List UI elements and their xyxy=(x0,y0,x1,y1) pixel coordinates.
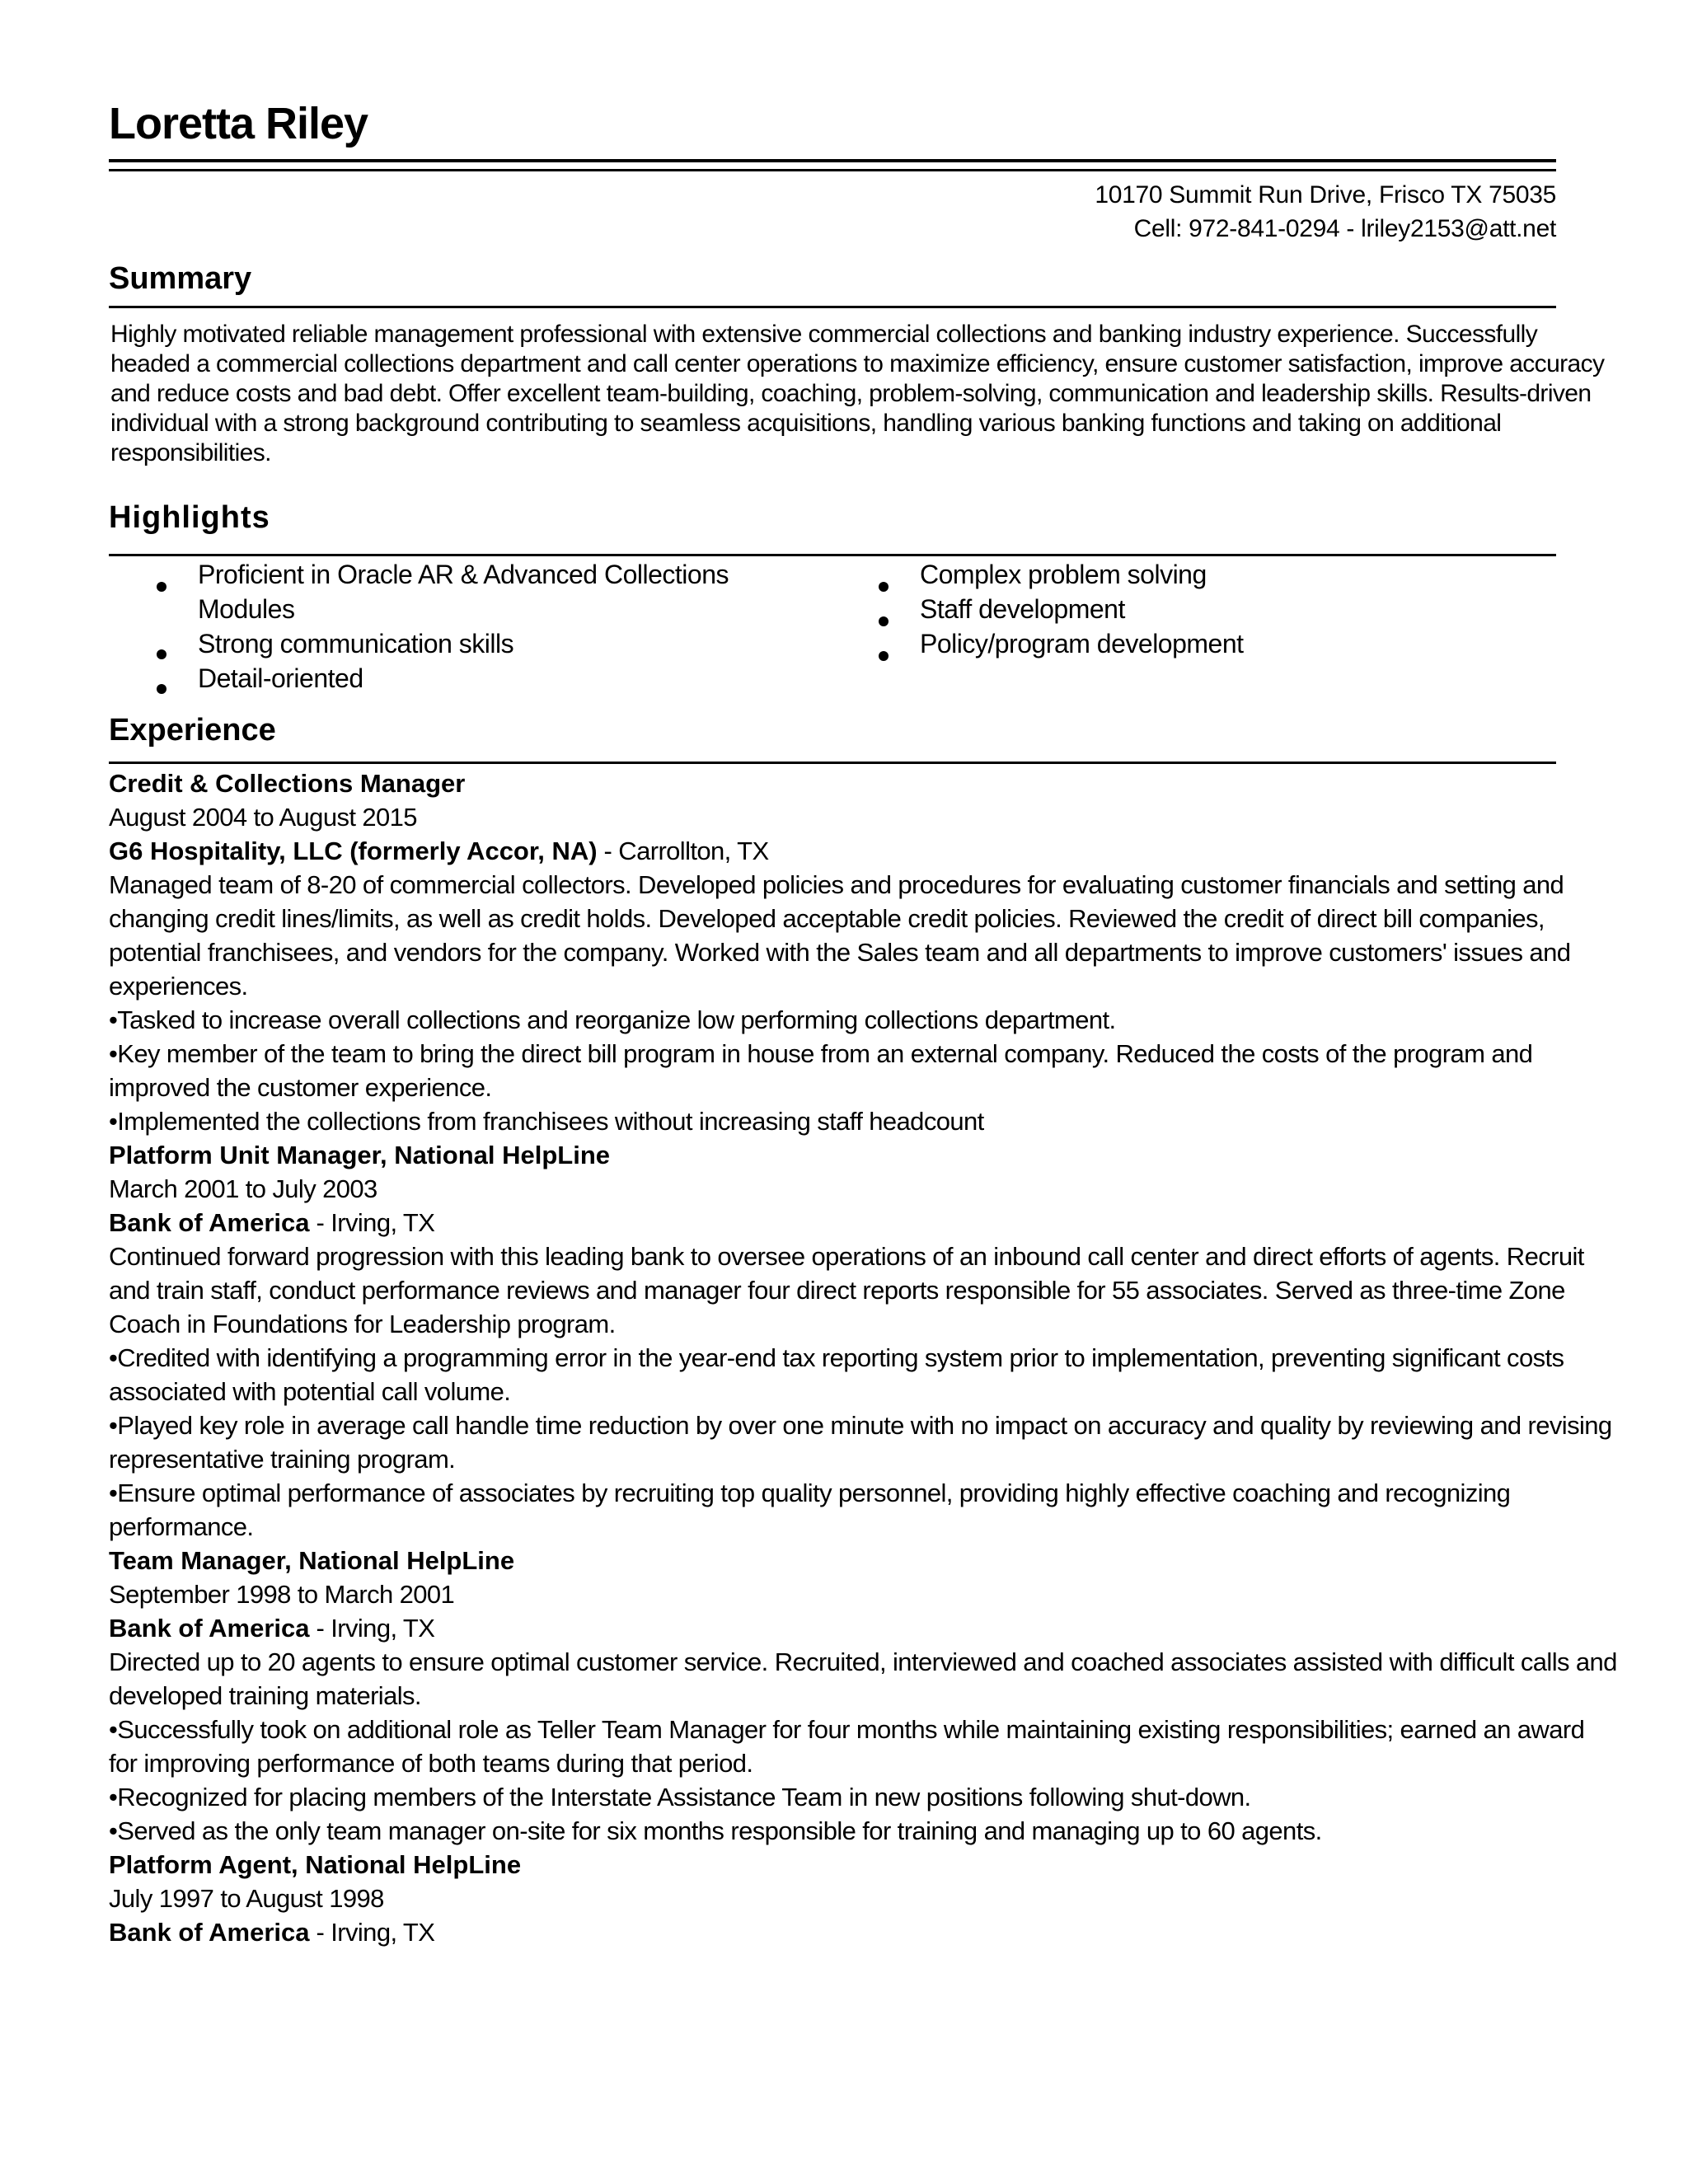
experience-rule xyxy=(109,762,1556,764)
job-dates: September 1998 to March 2001 xyxy=(109,1580,455,1609)
bullet-icon xyxy=(879,616,889,626)
job-title: Credit & Collections Manager xyxy=(109,769,466,798)
job-location: - Carrollton, TX xyxy=(597,837,769,865)
job-bullet: •Ensure optimal performance of associates by recruiting top quality personnel, providing highly effective coaching and recognizing performance. xyxy=(109,1479,1511,1541)
highlight-item: Policy/program development xyxy=(920,629,1244,658)
job-description: Managed team of 8-20 of commercial collectors. Developed policies and procedures for evaluating customer financials and setting and changing credit lines/limits, as well as credit holds. Developed acceptable credit policies. Reviewed the credit of direct bill companies, potential franchisees, and vendors for the company. Worked with the Sales team and all departments to improve customers' issues and experiences. xyxy=(109,870,1571,1001)
job-bullet: •Successfully took on additional role as Teller Team Manager for four months while maintaining existing responsibilities; earned an award for improving performance of both teams during that period. xyxy=(109,1715,1585,1778)
summary-heading: Summary xyxy=(109,261,252,296)
experience-heading: Experience xyxy=(109,713,276,748)
job-entry xyxy=(109,1544,1617,1848)
job-dates: July 1997 to August 1998 xyxy=(109,1884,384,1913)
contact-block xyxy=(1095,178,1556,246)
summary-rule xyxy=(109,306,1556,308)
job-dates: March 2001 to July 2003 xyxy=(109,1174,377,1203)
header-rule-bottom xyxy=(109,169,1556,171)
job-title: Platform Agent, National HelpLine xyxy=(109,1850,522,1879)
highlights-right-list xyxy=(920,557,1546,661)
bullet-icon xyxy=(157,582,166,592)
job-bullet: •Credited with identifying a programming error in the year-end tax reporting system prior to implementation, preventing significant costs associated with potential call volume. xyxy=(109,1343,1564,1406)
company-name: G6 Hospitality, LLC (formerly Accor, NA) xyxy=(109,837,598,865)
job-location: - Irving, TX xyxy=(309,1918,435,1947)
job-location: - Irving, TX xyxy=(309,1208,435,1237)
job-title: Team Manager, National HelpLine xyxy=(109,1546,515,1575)
bullet-icon xyxy=(879,582,889,592)
job-description: Continued forward progression with this leading bank to oversee operations of an inbound call center and direct efforts of agents. Recruit and train staff, conduct performance reviews and manager four direct reports responsible for 55 associates. Served as three-time Zone Coach in Foundations for Leadership program. xyxy=(109,1242,1584,1338)
job-bullet: •Implemented the collections from franchisees without increasing staff headcount xyxy=(109,1107,984,1136)
highlights-left-list xyxy=(198,557,824,696)
job-title: Platform Unit Manager, National HelpLine xyxy=(109,1141,611,1169)
job-employer xyxy=(109,834,1617,868)
address-line: 10170 Summit Run Drive, Frisco TX 75035 xyxy=(1095,181,1556,209)
job-bullet: •Played key role in average call handle time reduction by over one minute with no impact on accuracy and quality by reviewing and revising representative training program. xyxy=(109,1411,1612,1474)
bullet-icon xyxy=(879,651,889,661)
job-bullet: •Key member of the team to bring the direct bill program in house from an external company. Reduced the costs of the program and improved the customer experience. xyxy=(109,1039,1533,1102)
bullet-icon xyxy=(157,649,166,659)
bullet-icon xyxy=(157,684,166,694)
job-dates: August 2004 to August 2015 xyxy=(109,803,417,832)
summary-text: Highly motivated reliable management professional with extensive commercial collections and banking industry experience. Successfully headed a commercial collections department and call center operations to maximize efficiency, ensure customer satisfaction, improve accuracy and reduce costs and bad debt. Offer excellent team-building, coaching, problem-solving, communication and leadership skills. Results-driven individual with a strong background contributing to seamless acquisitions, handling various banking functions and taking on additional responsibilities. xyxy=(110,321,1605,466)
job-employer xyxy=(109,1206,1617,1240)
highlights-rule xyxy=(109,554,1556,556)
experience-list xyxy=(109,766,1617,1949)
company-name: Bank of America xyxy=(109,1208,310,1237)
job-bullet: •Recognized for placing members of the Interstate Assistance Team in new positions following shut-down. xyxy=(109,1783,1251,1811)
company-name: Bank of America xyxy=(109,1918,310,1947)
job-description: Directed up to 20 agents to ensure optimal customer service. Recruited, interviewed and coached associates assisted with difficult calls and developed training materials. xyxy=(109,1647,1617,1710)
job-bullet: •Served as the only team manager on-site for six months responsible for training and managing up to 60 agents. xyxy=(109,1816,1322,1845)
job-entry xyxy=(109,766,1617,1138)
highlight-item: Proficient in Oracle AR & Advanced Collections Modules xyxy=(198,560,729,624)
job-bullet: •Tasked to increase overall collections and reorganize low performing collections department. xyxy=(109,1005,1116,1034)
job-entry xyxy=(109,1138,1617,1544)
highlight-item: Staff development xyxy=(920,594,1125,624)
highlight-item: Strong communication skills xyxy=(198,629,514,658)
job-entry xyxy=(109,1848,1617,1949)
highlight-item: Complex problem solving xyxy=(920,560,1207,589)
header-rule-top xyxy=(109,159,1556,162)
contact-line: Cell: 972-841-0294 - lriley2153@att.net xyxy=(1133,215,1556,242)
job-employer xyxy=(109,1915,1617,1949)
candidate-name: Loretta Riley xyxy=(109,99,368,148)
highlights-heading: Highlights xyxy=(109,500,270,535)
job-employer xyxy=(109,1611,1617,1645)
highlight-item: Detail-oriented xyxy=(198,663,363,693)
job-location: - Irving, TX xyxy=(309,1614,435,1643)
company-name: Bank of America xyxy=(109,1614,310,1643)
